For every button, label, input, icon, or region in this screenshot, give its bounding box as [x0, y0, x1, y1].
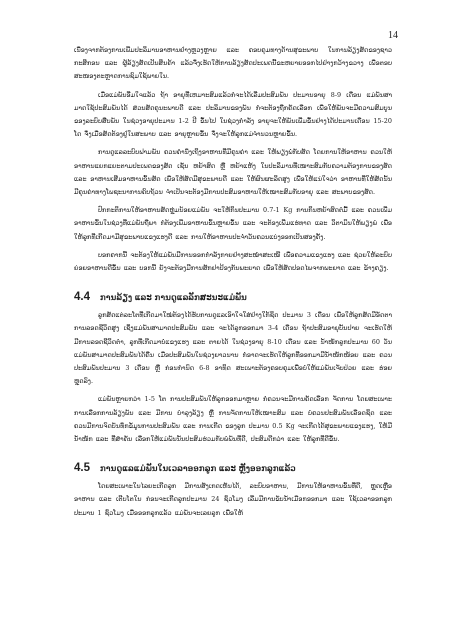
- paragraph: ລູກສັດແຕ່ລະໂຕທີ່ເກີດມາໃໝ່ຕ້ອງໄດ້ຮັບການດູແລເອົາໃຈໃສ່ຢ່າງໃກ້ຊິດ ປະມານ 3 ເດືອນ ເພື່ອໃຫ້ລູກສັດມີອັດຕາການລອດຊີວິດສູງ ເຊິ່ງແມ່ພັນສາມາດປະສົມພັນ ແລະ ຈະໄດ້ລູກອອກມາ 3-4 ເດືອນ ຖ້າປະສົມອາຍຸບັ້ນປາຍ ຈະເຮັດໃຫ້ມີການລອດຊີວິດຕໍ່າ, ລູກທີ່ເກີດມາບໍ່ແຂງແຮງ ແລະ ຕາຍໄດ້ ໃນຊ່ວງອາຍຸ 8-10 ເດືອນ ແລະ ນ້ຳໜັກລູກປະມານ 60 ວັນ ແມ່ພັນສາມາດປະສົມພັນໄດ້ຄືນ ເມື່ອປະສົມພັນໃນຊ່ວງຍາວນານ ກໍອາດຈະເຮັດໃຫ້ລູກທີ່ອອກມາມີນ້ຳໜັກໜ້ອຍ ແລະ ຄວນປະສົມພັນປະມານ 3 ເດືອນ ຫຼື ກ່ອນກຳນົດ 6-8 ອາທິດ ສະເພາະຕ້ອງຄອບຄຸມເພື່ອບໍ່ໃຫ້ແມ່ພັນເຈັບປ່ວຍ ແລະ ຮ່ອຍຫຼຸດລົງ.: [74, 311, 392, 386]
- paragraph: ໂດຍສະເພາະໃນໄລຍະເກີດລູກ ມີການສັງເກດເຫັນໄດ້, ລະບົບອາຫານ, ມີການໃຫ້ອາຫານຂົ້ນທີ່ດີ, ຫຼຸດເຫຼືອອາຫານ ແລະ ເຕີບໂຕໃນ ກ່ອນຈະເກີດລູກປະມານ 24 ຊົ່ວໂມງ ເລີ່ມມີການຂັບນ້ຳເມືອກອອກມາ ແລະ ໃຊ້ເວລາອອກລູກປະມານ 1 ຊົ່ວໂມງ ເມື່ອອອກລູກແລ້ວ ແມ່ພັນຈະເລຍລູກ ເພື່ອໃຫ້: [74, 482, 392, 517]
- section-heading-4-5: [74, 462, 392, 474]
- page-body: [74, 44, 392, 525]
- paragraph: ເນື່ອງຈາກຕ້ອງການເພີ່ມປະລິມານອາຫານຢ່າງຫຼວງຫຼາຍ ແລະ ຄອບຄຸມທາງດ້ານສຸຂະພາບ ໃນການລ້ຽງສັດຂອງຊາວກະສິກອນ ແລະ ຜູ້ລ້ຽງສັດເປັນສິນຄ້າ ແລ້ວຈຶ່ງເຮັດໃຫ້ການລ້ຽງສັດປະເພດນີ້ຂະຫຍາຍອອກໄປຢ່າງກວ້າງຂວາງ ເພື່ອຕອບສະໜອງຕະຫຼາດການຊົມໃຊ້ພາຍໃນ.: [74, 46, 392, 81]
- paragraph: ການດູແລລະບົບຟາມພັນ ຄວນຄຳນຶງເຖິງອາຫານທີ່ມີຄຸນຄ່າ ແລະ ໃຫ້ພຽງພໍກັບສັດ ໂດຍການໃຫ້ອາຫານ ຄວນໃຫ້ອາຫານແຍກແຍະຕາມປະເພດຂອງສັດ ເຊັ່ນ ຫຍ້າສົດ ຫຼື ຫຍ້າແຫ້ງ ໃນປະລິມານທີ່ເໝາະສົມກັບຄວາມຕ້ອງການຂອງສັດ ແລະ ອາຫານເສີມອາຫານຂົ້ນສັດ ເພື່ອໃຫ້ສັດມີສຸຂະພາບດີ ແລະ ໃຫ້ຜົນຜະລິດສູງ ເພື່ອໃຫ້ແນ່ໃຈວ່າ ອາຫານທີ່ໃຫ້ສັດນັ້ນມີຄຸນຄ່າທາງໂພຊະນາການຄົບຖ້ວນ ຈຳເປັນຈະຕ້ອງມີການປະສົມອາຫານໃຫ້ເໝາະສົມກັບອາຍຸ ແລະ ສະພາບຂອງສັດ.: [74, 148, 392, 197]
- section-title: ການດູແລແມ່ພັນໃນເວລາອອກລູກ ແລະ ຫຼັງອອກລູກແລ້ວ: [100, 463, 296, 474]
- page-number: 14: [388, 30, 398, 41]
- section-number: 4.4: [74, 291, 90, 304]
- paragraph: ເມື່ອແມ່ພັນອີ່ມໃຈແລ້ວ ຖ້າ ອາຍຸທີ່ເຫມາະສົມແລ້ວກໍຈະໄດ້ເລີ່ມປະສົມພັນ ປະມານອາຍຸ 8-9 ເດືອນ ແມ່ພັນສາມາດໃຊ້ປະສົມພັນໄດ້ ສ່ວນສັດຄຸນະພາບດີ ແລະ ປະລິມານຂອງພັນ ກໍ່ຈະຕ້ອງຖືກຄັດເລືອກ ເພື່ອໃຫ້ພັນຈະມີຄວາມສົມບູນຂອງລະບົບສືບພັນ ໃນຊ່ວງອາຍຸປະມານ 1-2 ປີ ຂຶ້ນໄປ ໃນຊ່ວງກຳລັງ ອາຍຸຈະໃຫ້ພັນເພີ່ມຂຶ້ນຢ່າງໄດ້ປະມານເດືອນ 15-20 ໂດ ຈຶ່ງເມື່ອສັດຕ້ອງຢູ່ໃນສະພາບ ແລະ ອາຍຸຫຼາຍຂຶ້ນ ຈຶ່ງຈະໃຫ້ລູກແມ່ຈຳນວນຫຼາຍຂຶ້ນ.: [74, 90, 392, 139]
- paragraph: ບອກຄາກນີ້ ຈະຕ້ອງໃຫ້ແມ່ພັນມີການອອກກຳລັງກາຍຢ່າງສະໝ່ຳສະເໝີ ເພື່ອຄວາມແຂງແຮງ ແລະ ຊ່ວຍໃຫ້ລະບົບຍ່ອຍອາຫານດີຂຶ້ນ ແລະ ບອກນີ້ ຍັງຈະຕ້ອງມີການສັກຢາປ້ອງກັນພະຍາດ ເພື່ອໃຫ້ສັດປອດໄພຈາກພະຍາດ ແລະ ຂ້າງຄຽງ.: [74, 250, 392, 273]
- section-title: ການລ້ຽງ ແລະ ການດູແລລັກສະນະແມ່ພັນ: [100, 292, 247, 303]
- paragraph: ປົກກະຕິການໃຫ້ອາຫານສັດຫຼຸ່ມນ້ອຍແມ່ພັນ ຈະໃຫ້ກິນປະມານ 0.7-1 Kg ການກິນຫຍ້າສົດຕໍ່ມື້ ແລະ ຄວນເພີ່ມອາຫານຂົ້ນໃນຊ່ວງທີ່ແມ່ພັນຖືພາ ກໍຕ້ອງເພີ່ມອາຫານຂົ້ນຫຼາຍຂຶ້ນ ແລະ ຈະຕ້ອງເພີ່ມແຮ່ທາດ ແລະ ວິຕາມິນໃຫ້ພຽງພໍ ເພື່ອໃຫ້ລູກທີ່ເກີດມາມີສຸຂະພາບແຂງແຮງດີ ແລະ ການໃຫ້ອາຫານປະຈຳວັນຄວນແບ່ງອອກເປັນສອງຄັ້ງ.: [74, 206, 392, 241]
- paragraph: ແມ່ພັນຫຼາຍກວ່າ 1-5 ໂຕ ການປະສົມພັນໃຫ້ລູກອອກມາຫຼາຍ ກໍຄວນຈະມີການຄັດເລືອກ ຈັດການ ໂດຍສະເພາະການເລືອກການລ້ຽງພັນ ແລະ ມີການ ບຳລຸງລ້ຽງ ຫຼື ການຈັດການໃຫ້ເໝາະສົມ ແລະ ບໍ່ຄວນປະສົມພັນເລືອດຊິດ ແລະ ຄວນມີການຈົດບັນທຶກຂໍ້ມູນການປະສົມພັນ ແລະ ການເກີດ ຂອງລູກ ປະມານ 0.5 Kg ຈະເກີດໄດ້ສຸຂະພາບແຂງແຮງ, ໃຫ້ມີນ້ຳໜັກ ແລະ ທີ່ສຳຄັນ ເລືອກໃຫ້ແມ່ພັນນັ້ນປະສົມຮ່ວມກັບພໍ່ພັນທີ່ດີ, ປະສົມດີກວ່າ ແລະ ໃຫ້ລູກທີ່ດີຂຶ້ນ.: [74, 395, 392, 444]
- section-number: 4.5: [74, 462, 90, 475]
- section-heading-4-4: [74, 291, 392, 303]
